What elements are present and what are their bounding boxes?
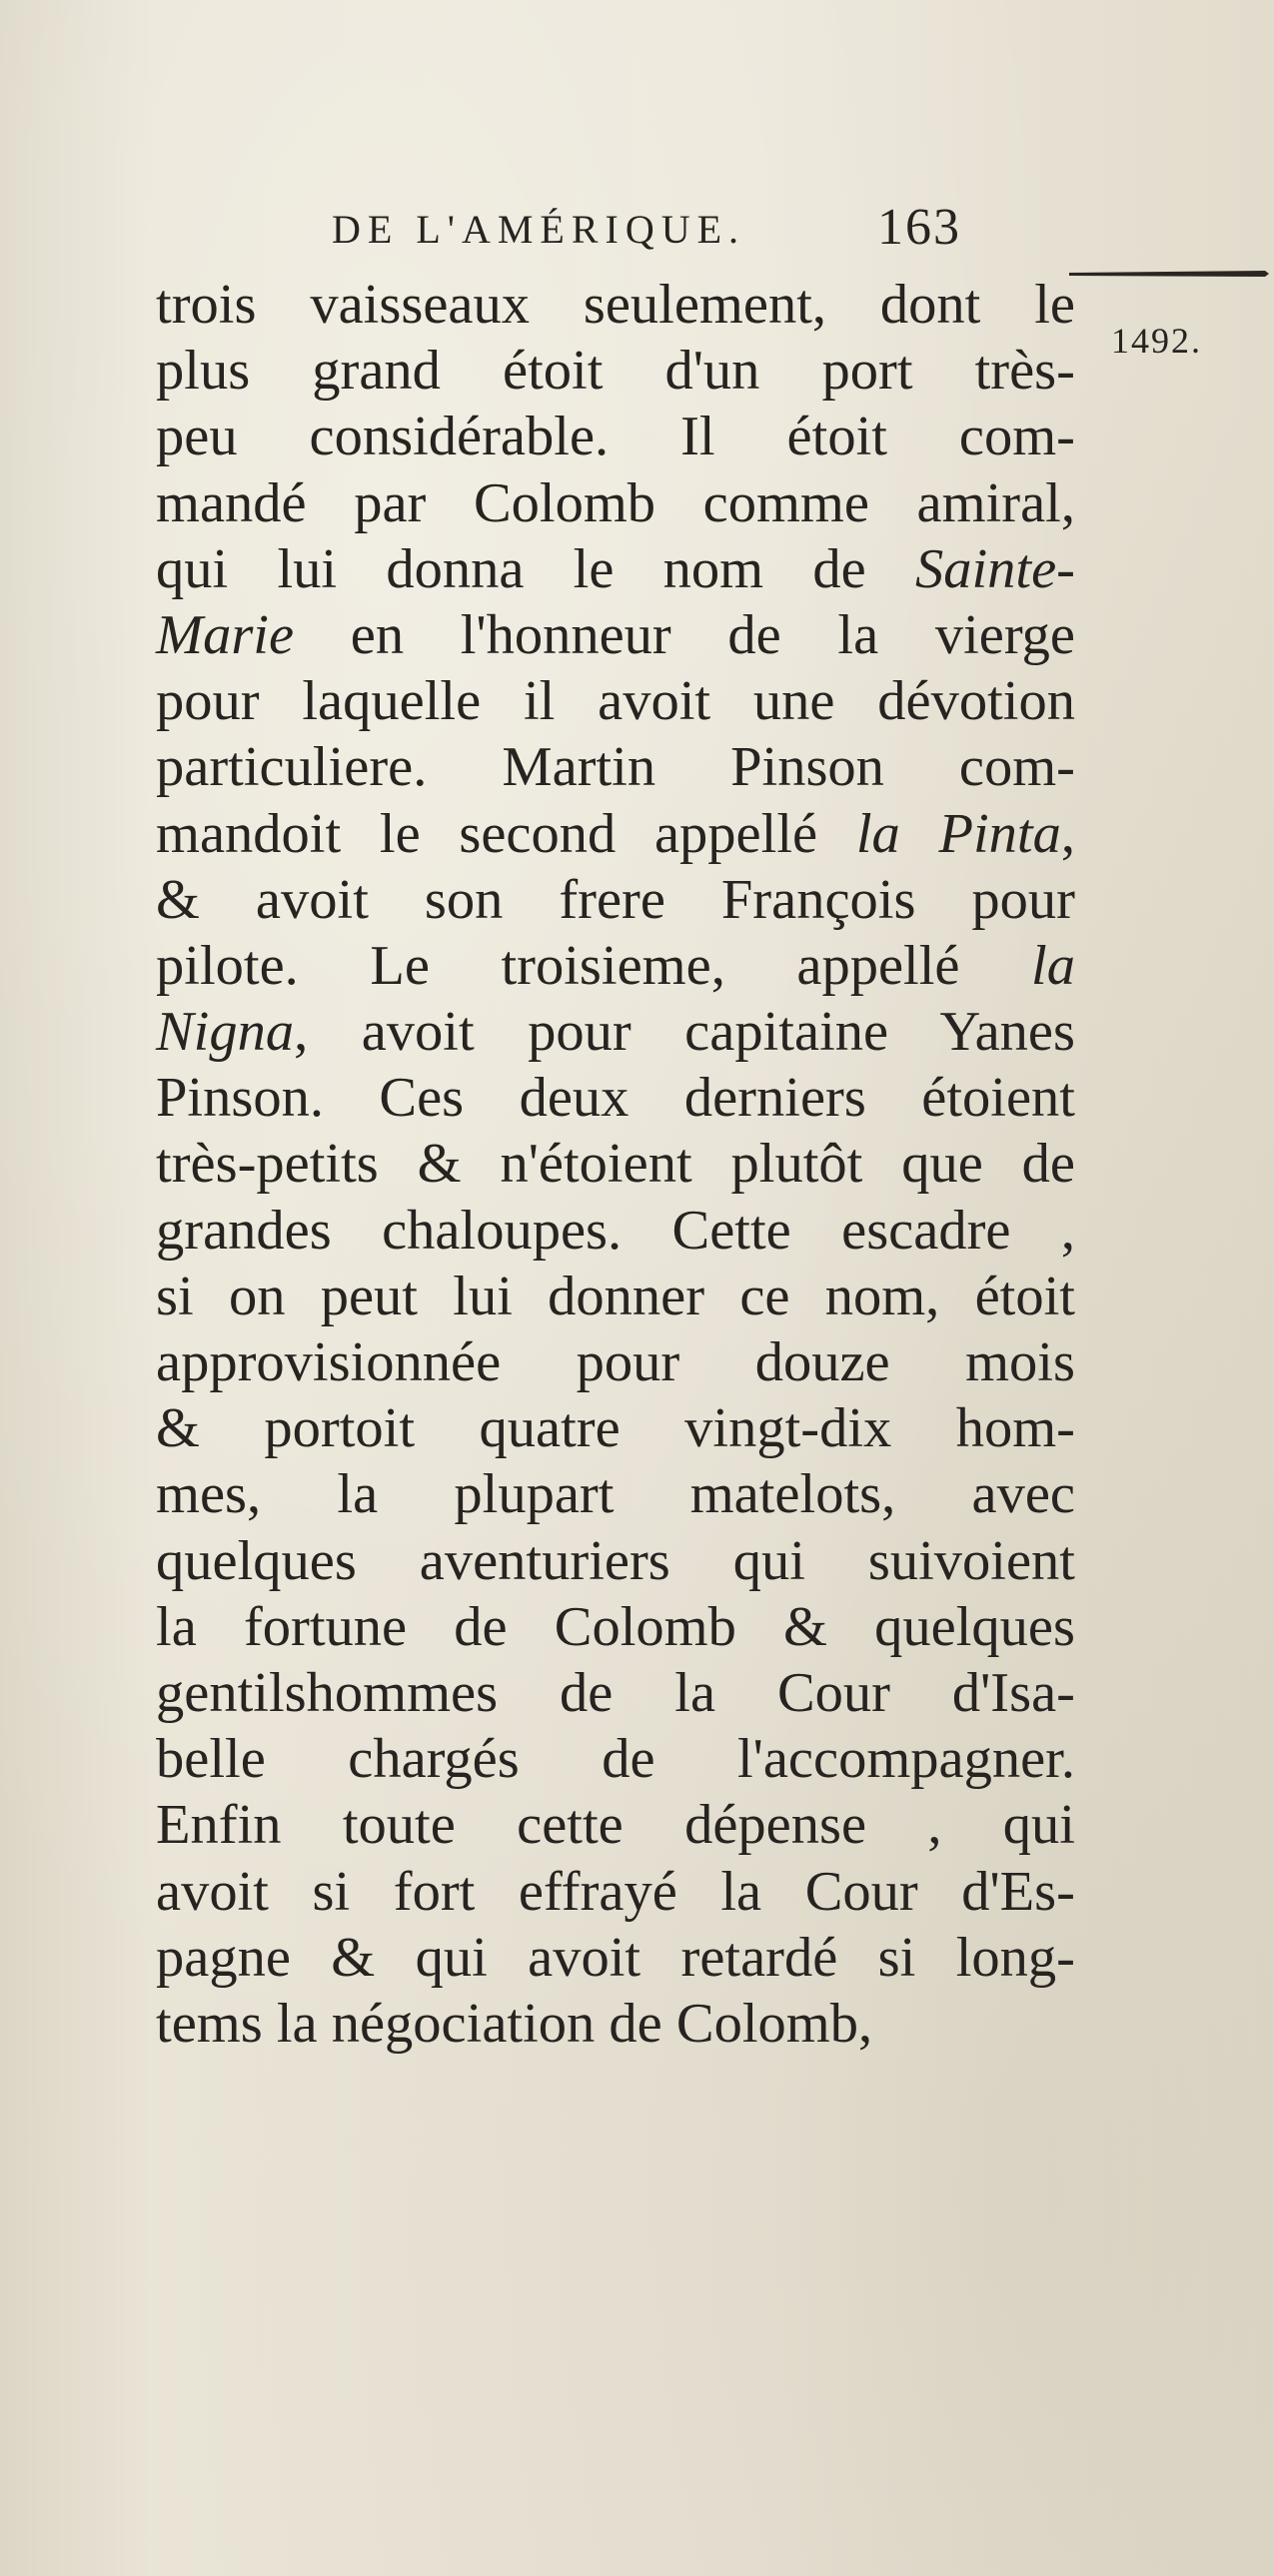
text-line — [156, 1395, 1075, 1461]
header-rule — [1069, 268, 1269, 280]
text-line — [156, 668, 1075, 734]
text-segment: si on peut lui donner ce nom, étoit — [156, 1265, 1075, 1327]
text-line — [156, 404, 1075, 469]
text-segment: en l'honneur de la vierge — [294, 603, 1075, 666]
text-segment: Pinson. Ces deux derniers étoient — [156, 1067, 1075, 1130]
text-segment: , — [1060, 802, 1076, 865]
text-line — [156, 470, 1075, 536]
italic-text-segment: Nigna — [156, 1001, 295, 1064]
text-segment: mes, la plupart matelots, avec — [156, 1463, 1075, 1526]
text-line — [156, 536, 1075, 602]
text-line — [156, 867, 1075, 933]
text-line — [156, 1859, 1075, 1925]
text-segment: avoit si fort effrayé la Cour d'Es- — [156, 1860, 1075, 1923]
text-line — [156, 1925, 1075, 1991]
text-segment: pagne & qui avoit retardé si long- — [156, 1926, 1075, 1989]
body-text — [156, 272, 1075, 2057]
page-header — [160, 194, 1079, 264]
text-line — [156, 1528, 1075, 1594]
text-segment: qui lui donna le nom de — [156, 537, 915, 600]
text-line — [156, 1461, 1075, 1527]
text-segment: mandé par Colomb comme amiral, — [156, 471, 1075, 534]
text-line — [156, 1329, 1075, 1395]
italic-text-segment: Sainte- — [914, 537, 1075, 600]
text-segment: approvisionnée pour douze mois — [156, 1331, 1075, 1393]
text-line — [156, 801, 1075, 867]
text-line — [156, 999, 1075, 1065]
text-segment: très-petits & n'étoient plutôt que de — [156, 1133, 1075, 1196]
text-segment: peu considérable. Il étoit com- — [156, 406, 1075, 468]
text-segment: quelques aventuriers qui suivoient — [156, 1529, 1075, 1592]
text-line — [156, 1726, 1075, 1792]
text-segment: grandes chaloupes. Cette escadre , — [156, 1199, 1075, 1262]
text-line — [156, 1792, 1075, 1858]
text-segment: plus grand étoit d'un port très- — [156, 340, 1075, 403]
text-line — [156, 1991, 1075, 2057]
text-line — [156, 933, 1075, 999]
text-segment: , avoit pour capitaine Yanes — [294, 1001, 1075, 1064]
text-segment: trois vaisseaux seulement, dont le — [156, 274, 1075, 336]
text-segment: pour laquelle il avoit une dévotion — [156, 670, 1075, 733]
text-segment: pilote. Le troisieme, appellé — [156, 934, 1032, 997]
italic-text-segment: la Pinta — [855, 802, 1061, 865]
text-segment: & avoit son frere François pour — [156, 868, 1075, 931]
text-line — [156, 272, 1075, 338]
text-segment: gentilshommes de la Cour d'Isa- — [156, 1661, 1075, 1724]
text-line — [156, 338, 1075, 404]
text-segment: & portoit quatre vingt-dix hom- — [156, 1397, 1075, 1460]
text-line — [156, 1198, 1075, 1264]
text-line — [156, 1065, 1075, 1131]
text-line — [156, 734, 1075, 800]
text-line — [156, 602, 1075, 668]
italic-text-segment: Marie — [156, 603, 295, 666]
text-segment: la fortune de Colomb & quelques — [156, 1595, 1075, 1658]
text-segment: mandoit le second appellé — [156, 802, 856, 865]
text-line — [156, 1594, 1075, 1660]
page-number: 163 — [877, 199, 961, 256]
text-segment: tems la négociation de Colomb, — [156, 1992, 873, 2055]
running-title: DE L'AMÉRIQUE. — [332, 207, 746, 252]
italic-text-segment: la — [1031, 934, 1075, 997]
text-line — [156, 1660, 1075, 1726]
text-line — [156, 1264, 1075, 1329]
text-line — [156, 1131, 1075, 1197]
text-segment: belle chargés de l'accompagner. — [156, 1728, 1075, 1791]
text-segment: Enfin toute cette dépense , qui — [156, 1794, 1075, 1857]
text-segment: particuliere. Martin Pinson com- — [156, 736, 1075, 799]
margin-date-note: 1492. — [1111, 321, 1202, 361]
